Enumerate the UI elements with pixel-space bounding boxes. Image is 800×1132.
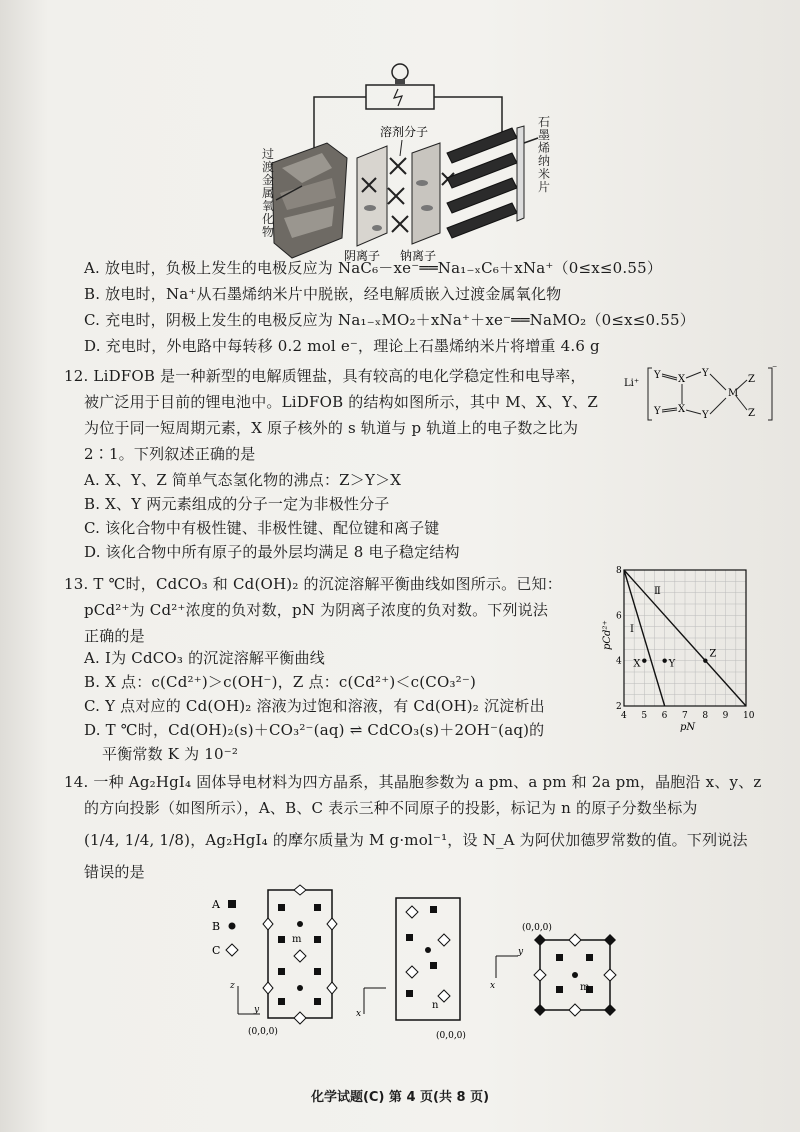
point-label-x: X <box>633 658 641 670</box>
x-tick-label: 6 <box>661 711 668 721</box>
q12-option-b: B. X、Y 两元素组成的分子一定为非极性分子 <box>84 495 390 513</box>
q11-option-b: B. 放电时，Na⁺从石墨烯纳米片中脱嵌，经电解质嵌入过渡金属氧化物 <box>84 285 562 303</box>
q13-option-c: C. Y 点对应的 Cd(OH)₂ 溶液为过饱和溶液，有 Cd(OH)₂ 沉淀析出 <box>84 697 545 715</box>
q12-option-d: D. 该化合物中所有原子的最外层均满足 8 电子稳定结构 <box>84 543 460 561</box>
solubility-chart <box>598 560 758 732</box>
svg-text:A: A <box>212 898 220 911</box>
point-z <box>703 658 707 662</box>
sodium-label: 钠离子 <box>400 249 437 263</box>
q13-option-d: D. T ℃时，Cd(OH)₂(s)＋CO₃²⁻(aq) ⇌ CdCO₃(s)＋2OH⁻(aq)的 <box>84 721 545 739</box>
svg-text:m: m <box>292 934 302 945</box>
svg-text:M: M <box>728 388 739 399</box>
svg-text:m: m <box>580 982 590 993</box>
q13-option-a: A. Ⅰ为 CdCO₃ 的沉淀溶解平衡曲线 <box>84 649 325 667</box>
svg-text:C: C <box>212 944 221 957</box>
q14-stem-3: (1/4, 1/4, 1/8)，Ag₂HgI₄ 的摩尔质量为 M g·mol⁻¹，设 N_A 为阿伏加德罗常数的值。下列说法 <box>84 831 748 849</box>
point-label-z: Z <box>709 648 717 660</box>
crystal-projections <box>200 878 640 1040</box>
q13-option-d-cont: 平衡常数 K 为 10⁻² <box>102 745 239 763</box>
series-label-2: Ⅱ <box>654 586 661 597</box>
svg-text:Li⁺: Li⁺ <box>624 378 640 389</box>
svg-text:Y: Y <box>654 406 661 417</box>
svg-text:(0,0,0): (0,0,0) <box>436 1031 466 1040</box>
q13-stem-2: pCd²⁺为 Cd²⁺浓度的负对数，pN 为阴离子浓度的负对数。下列说法 <box>84 601 549 619</box>
svg-text:Y: Y <box>702 368 709 379</box>
svg-text:Z: Z <box>748 374 755 385</box>
svg-text:y: y <box>518 947 524 957</box>
left-electrode-label: 过渡金属氧化物 <box>262 147 275 239</box>
x-tick-label: 10 <box>743 711 755 721</box>
q11-option-d: D. 充电时，外电路中每转移 0.2 mol e⁻，理论上石墨烯纳米片将增重 4.6 g <box>84 337 600 355</box>
point-x <box>642 658 646 662</box>
y-tick-label: 2 <box>616 702 622 712</box>
x-tick-label: 4 <box>621 711 627 721</box>
projection-z-x <box>356 898 466 1040</box>
page-footer: 化学试题(C) 第 4 页(共 8 页) <box>310 1090 490 1105</box>
lidfob-structure <box>622 362 782 424</box>
y-tick-label: 8 <box>616 566 622 576</box>
svg-text:B: B <box>212 920 221 933</box>
q14-stem-1: 14. 一种 Ag₂HgI₄ 固体导电材料为四方晶系，其晶胞参数为 a pm、a pm 和 2a pm，晶胞沿 x、y、z <box>64 773 762 791</box>
q11-option-a: A. 放电时，负极上发生的电极反应为 NaC₆－xe⁻══Na₁₋ₓC₆＋xNa⁺（0≤x≤0.55） <box>84 259 663 277</box>
svg-text:Z: Z <box>748 408 755 419</box>
q14-stem-4: 错误的是 <box>84 863 145 881</box>
svg-text:y: y <box>254 1005 260 1015</box>
y-tick-label: 4 <box>616 656 622 667</box>
q13-stem-1: 13. T ℃时，CdCO₃ 和 Cd(OH)₂ 的沉淀溶解平衡曲线如图所示。已知： <box>64 575 562 593</box>
q11-option-c: C. 充电时，阴极上发生的电极反应为 Na₁₋ₓMO₂＋xNa⁺＋xe⁻══NaMO₂（0≤x≤0.55） <box>84 311 695 329</box>
q13-stem-3: 正确的是 <box>84 627 145 645</box>
svg-text:x: x <box>490 981 496 991</box>
svg-text:⁻: ⁻ <box>772 364 778 375</box>
svg-text:Y: Y <box>654 370 661 381</box>
point-y <box>662 658 666 662</box>
q12-stem-4: 2∶1。下列叙述正确的是 <box>84 445 256 463</box>
q14-stem-2: 的方向投影（如图所示），A、B、C 表示三种不同原子的投影，标记为 n 的原子分数坐标为 <box>84 799 698 817</box>
svg-text:n: n <box>432 1000 439 1011</box>
svg-text:(0,0,0): (0,0,0) <box>522 923 552 933</box>
svg-text:z: z <box>230 981 235 991</box>
q12-option-c: C. 该化合物中有极性键、非极性键、配位键和离子键 <box>84 519 440 537</box>
right-electrode-label: 石墨烯纳米片 <box>538 115 551 194</box>
svg-text:X: X <box>678 374 686 385</box>
projection-z-y <box>229 885 337 1037</box>
chart-xlabel: pN <box>680 722 696 732</box>
q13-option-b: B. X 点：c(Cd²⁺)＞c(OH⁻)，Z 点：c(Cd²⁺)＜c(CO₃²⁻) <box>84 673 477 691</box>
q12-stem-1: 12. LiDFOB 是一种新型的电解质锂盐，具有较高的电化学稳定性和电导率， <box>64 367 586 385</box>
y-tick-label: 6 <box>616 611 622 622</box>
svg-text:x: x <box>356 1009 362 1019</box>
solvent-label: 溶剂分子 <box>380 125 429 139</box>
svg-text:(0,0,0): (0,0,0) <box>248 1027 278 1037</box>
series-label-1: Ⅰ <box>630 624 634 635</box>
x-tick-label: 7 <box>682 711 688 721</box>
x-tick-label: 5 <box>641 711 648 721</box>
projection-x-y <box>490 922 616 1016</box>
q12-stem-2: 被广泛用于目前的锂电池中。LiDFOB 的结构如图所示，其中 M、X、Y、Z <box>84 393 599 411</box>
q12-stem-3: 为位于同一短周期元素，X 原子核外的 s 轨道与 p 轨道上的电子数之比为 <box>84 419 579 437</box>
chart-ylabel: pCd²⁺ <box>602 620 613 650</box>
svg-text:X: X <box>678 404 686 415</box>
x-tick-label: 9 <box>722 711 729 721</box>
q12-option-a: A. X、Y、Z 简单气态氢化物的沸点：Z＞Y＞X <box>84 471 402 489</box>
x-tick-label: 8 <box>702 711 709 721</box>
point-label-y: Y <box>668 658 676 670</box>
svg-text:Y: Y <box>702 410 709 421</box>
anion-label: 阴离子 <box>344 249 381 263</box>
